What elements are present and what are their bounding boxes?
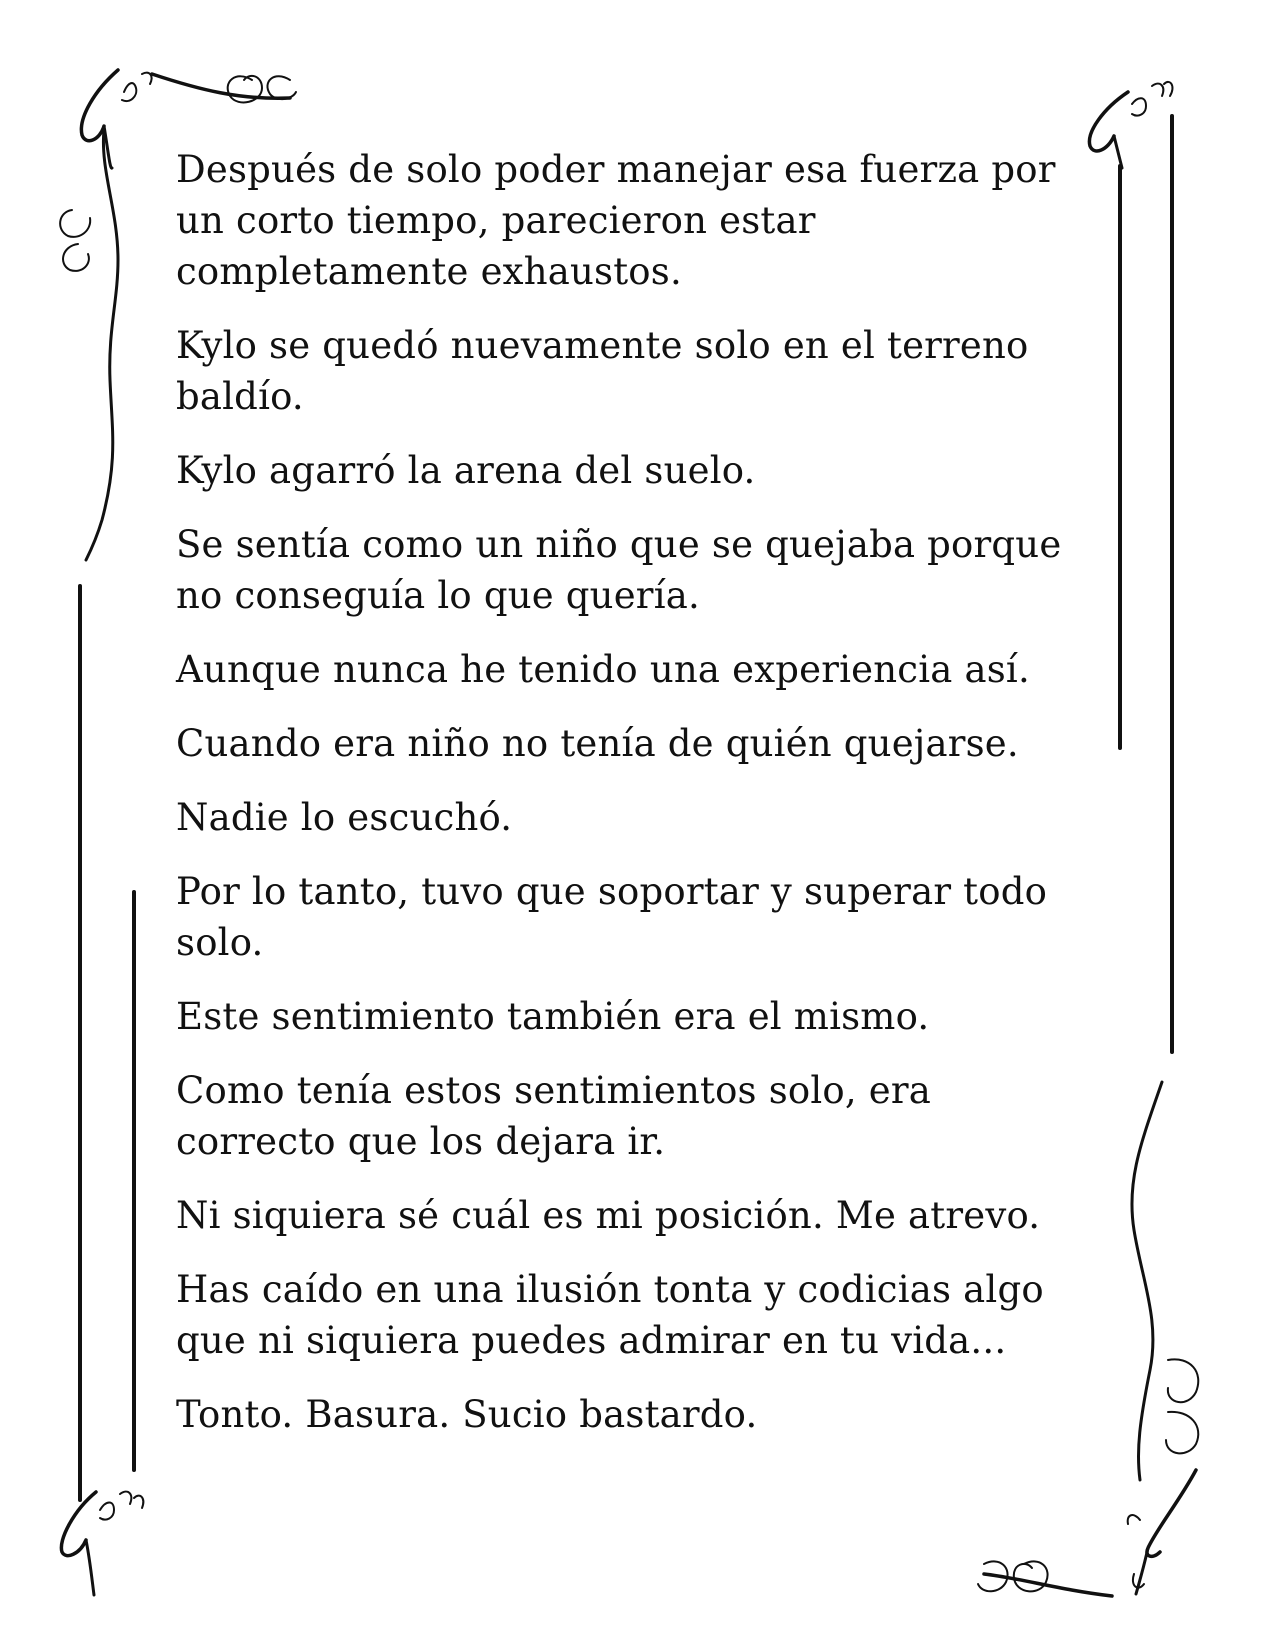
paragraph: Has caído en una ilusión tonta y codicias algo que ni siquiera puedes admirar en tu vida... <box>176 1268 1044 1362</box>
paragraph: Este sentimiento también era el mismo. <box>176 995 930 1038</box>
text-body <box>176 144 1076 1463</box>
top-right-flourish-icon <box>1089 82 1172 168</box>
paragraph: Kylo se quedó nuevamente solo en el terreno baldío. <box>176 324 1029 418</box>
paragraph: Después de solo poder manejar esa fuerza por un corto tiempo, parecieron estar completamente exhaustos. <box>176 148 1056 293</box>
paragraph: Se sentía como un niño que se quejaba porque no conseguía lo que quería. <box>176 523 1062 617</box>
paragraph: Aunque nunca he tenido una experiencia así. <box>176 648 1030 691</box>
paragraph: Como tenía estos sentimientos solo, era correcto que los dejara ir. <box>176 1069 932 1163</box>
bottom-left-flourish-icon <box>61 1492 143 1595</box>
paragraph: Cuando era niño no tenía de quién quejarse. <box>176 722 1019 765</box>
paragraph: Tonto. Basura. Sucio bastardo. <box>176 1393 758 1436</box>
paragraph: Nadie lo escuchó. <box>176 796 513 839</box>
paragraph: Por lo tanto, tuvo que soportar y superar todo solo. <box>176 870 1048 964</box>
paragraph: Kylo agarró la arena del suelo. <box>176 449 756 492</box>
paragraph: Ni siquiera sé cuál es mi posición. Me atrevo. <box>176 1194 1041 1237</box>
